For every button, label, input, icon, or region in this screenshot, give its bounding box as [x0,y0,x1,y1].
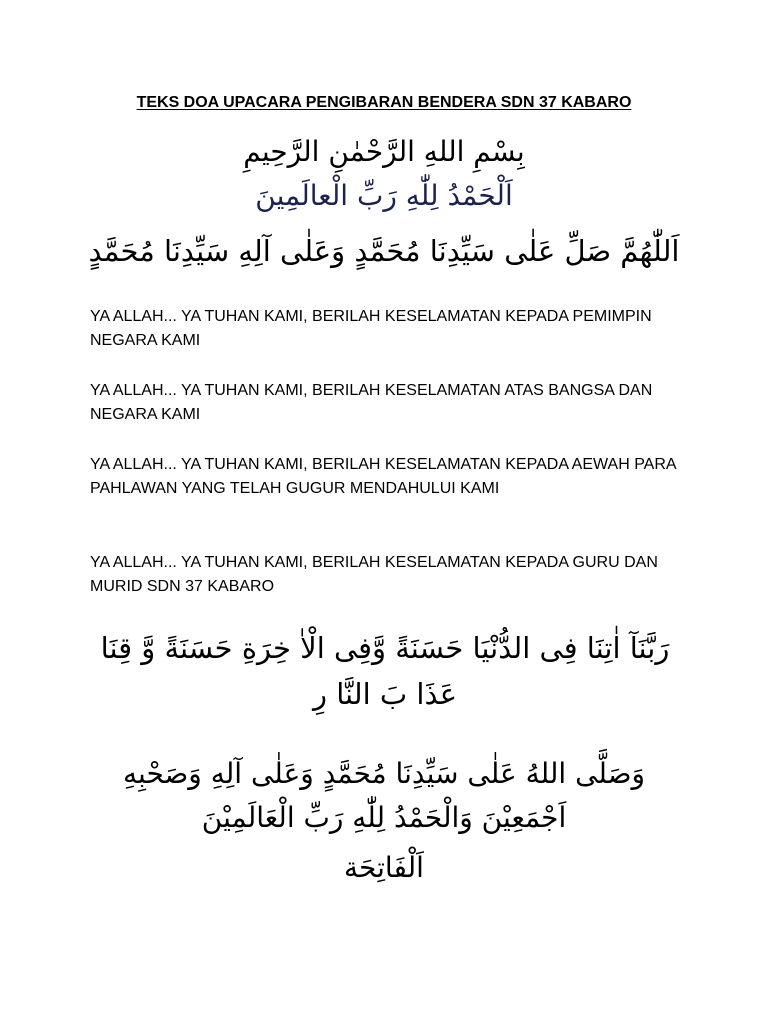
prayer-paragraph-heroes: YA ALLAH... YA TUHAN KAMI, BERILAH KESELAMATAN KEPADA AEWAH PARA PAHLAWAN YANG TELAH GUGUR MENDAHULUI KAMI [90,456,676,497]
rabbana-atina-prayer: رَبَّنَآ اٰتِنَا فِى الدُّنْيَا حَسَنَةً وَّفِى الْاٰ خِرَةِ حَسَنَةً وَّ قِنَا عَذَا بَ النَّا رِ [100,631,670,711]
hamdalah-line: اَلْحَمْدُ لِلّٰهِ رَبِّ الْعالَمِينَ [255,179,513,212]
salawat-opening-line: اَللّٰهُمَّ صَلِّ عَلٰى سَيِّدِنَا مُحَمَّدٍ وَعَلٰى آلِهِ سَيِّدِنَا مُحَمَّدٍ [88,234,680,268]
closing-salawat-line-1: وَصَلَّى اللهُ عَلٰى سَيِّدِنَا مُحَمَّدٍ وَعَلٰى آلِهِ وَصَحْبِهِ [123,757,645,790]
document-title: TEKS DOA UPACARA PENGIBARAN BENDERA SDN 37 KABARO [136,94,632,111]
closing-salawat-line-2: اَجْمَعِيْنَ وَالْحَمْدُ لِلّٰهِ رَبِّ الْعَالَمِيْنَ [201,801,567,834]
al-fatihah-label: اَلْفَاتِحَة [344,851,424,884]
basmalah-line: بِسْمِ اللهِ الرَّحْمٰنِ الرَّحِيمِ [243,135,525,168]
prayer-paragraph-leaders: YA ALLAH... YA TUHAN KAMI, BERILAH KESELAMATAN KEPADA PEMIMPIN NEGARA KAMI [90,308,652,349]
prayer-paragraph-school: YA ALLAH... YA TUHAN KAMI, BERILAH KESELAMATAN KEPADA GURU DAN MURID SDN 37 KABARO [90,554,658,595]
prayer-paragraph-nation: YA ALLAH... YA TUHAN KAMI, BERILAH KESELAMATAN ATAS BANGSA DAN NEGARA KAMI [90,382,653,423]
